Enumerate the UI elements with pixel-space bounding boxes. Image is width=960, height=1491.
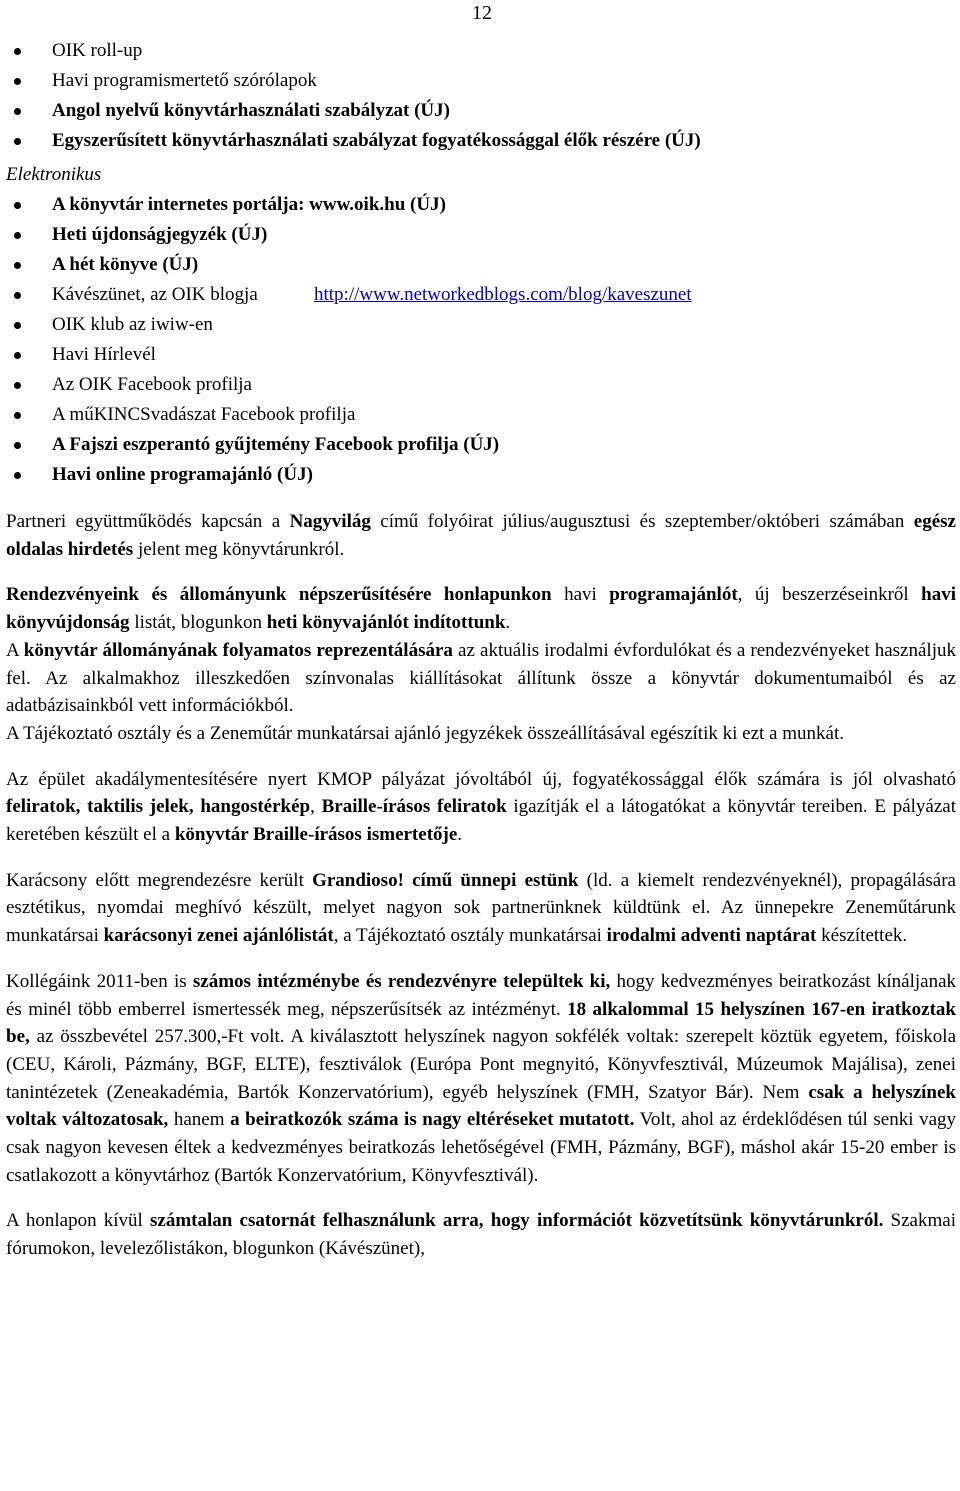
text: .	[457, 824, 463, 846]
list-item	[6, 340, 956, 370]
bold-text: Nagyvilág	[289, 511, 371, 532]
text: hogy kedvezményes beiratkozást kínáljanak és minél több emberrel ismertessék meg, népszerűsítsék az intézményt.	[6, 970, 957, 1020]
bold-text: a beiratkozók száma is nagy eltéréseket mutatott.	[230, 1109, 635, 1131]
list-item-text: Havi programismertető szórólapok	[52, 70, 317, 91]
list-item	[6, 310, 956, 340]
list-item-text: Kávészünet, az OIK blogja	[52, 284, 258, 305]
text: .	[505, 612, 511, 634]
text: havi	[551, 584, 610, 606]
text: A Tájékoztató osztály és a Zeneműtár munkatársai ajánló jegyzékek összeállításával egészítik ki ezt a munkát.	[6, 722, 844, 744]
list-item-text: Egyszerűsített könyvtárhasználati szabályzat fogyatékossággal élők részére (ÚJ)	[52, 130, 701, 151]
list-item-text: Havi online programajánló (ÚJ)	[52, 464, 313, 485]
section-heading-electronic: Elektronikus	[6, 164, 102, 185]
text: készítettek.	[816, 925, 908, 947]
paragraph-channels	[6, 1207, 956, 1262]
text: Kollégáink 2011-ben is	[6, 970, 193, 992]
bold-text: egész oldalas hirdetés	[6, 511, 956, 560]
list-item-text: Havi Hírlevél	[52, 344, 156, 365]
text: igazítják el a látogatókat a könyvtár tereiben. E pályázat keretében készült el a	[6, 796, 956, 846]
bold-text: könyvtár állományának folyamatos reprezentálására	[23, 639, 453, 661]
page-number: 12	[472, 2, 492, 24]
list-item-text: OIK roll-up	[52, 40, 143, 61]
bold-text: könyvtár Braille-írásos ismertetője	[174, 824, 458, 846]
bold-text: irodalmi adventi naptárat	[606, 925, 817, 947]
list-item	[6, 66, 956, 96]
text: Partneri együttműködés kapcsán a	[6, 511, 290, 532]
list-item	[6, 370, 956, 400]
bold-text: csak a helyszínek voltak változatosak,	[6, 1081, 956, 1131]
paragraph-partnership	[6, 508, 956, 563]
text: (ld. a kiemelt rendezvényeknél), propagálására esztétikus, nyomdai meghívó készült, melyet nagyon sok partnerünknek küldtünk el. Az ünnepekre Zeneműtárunk munkatársai	[6, 869, 956, 947]
list-item-text: Az OIK Facebook profilja	[52, 374, 252, 395]
list-item	[6, 460, 956, 490]
list-item-text: A könyvtár internetes portálja: www.oik.hu (ÚJ)	[52, 194, 446, 215]
list-item	[6, 220, 956, 250]
list-item-text: OIK klub az iwiw-en	[52, 314, 213, 335]
text: az összbevétel 257.300,-Ft volt. A kiválasztott helyszínek nagyon sokfélék voltak: szerepelt köztük egyetem, főiskola (CEU, Károli, Pázmány, BGF, ELTE), fesztiválok (Európa Pont megnyitó, Könyvfesztivál, Múzeumok Majálisa), zenei tanintézetek (Zeneakadémia, Bartók Konzervatórium), egyéb helyszínek (FMH, Szatyor Bár). Nem	[6, 1026, 956, 1103]
text: Volt, ahol az érdeklődésen túl senki vagy csak nagyon kevesen éltek a kedvezményes beiratkozás lehetőségével (FMH, Pázmány, BGF), máshol akár 15-20 ember is csatlakozott a könyvtárhoz (Bartók Konzervatórium, Könyvfesztivál).	[6, 1109, 956, 1186]
text: Karácsony előtt megrendezésre került	[6, 869, 313, 891]
list-item	[6, 280, 956, 310]
text: Szakmai fórumokon, levelezőlistákon, blogunkon (Kávészünet),	[6, 1210, 956, 1260]
text: Az épület akadálymentesítésére nyert KMOP pályázat jóvoltából új, fogyatékossággal élők számára is jól olvasható	[6, 768, 956, 790]
bold-text: Grandioso! című ünnepi estünk	[312, 869, 579, 891]
paragraph-christmas	[6, 867, 956, 950]
text: című folyóirat július/augusztusi és szeptember/októberi számában	[370, 511, 914, 532]
text: , új beszerzéseinkről	[737, 584, 922, 606]
bold-text: 18 alkalommal 15 helyszínen 167-en iratkoztak be,	[6, 998, 956, 1048]
paragraph-lists	[6, 720, 956, 748]
list-item	[6, 190, 956, 220]
electronic-list	[6, 190, 956, 490]
text: hanem	[168, 1109, 231, 1131]
list-item-text: A műKINCSvadászat Facebook profilja	[52, 404, 356, 425]
bold-text: programajánlót	[609, 584, 738, 606]
text: , a Tájékoztató osztály munkatársai	[333, 925, 607, 947]
list-item-text: A hét könyve (ÚJ)	[52, 254, 199, 275]
text: az aktuális irodalmi évfordulókat és a rendezvényeket használjuk fel. Az alkalmakhoz illeszkedően színvonalas kiállításokat állítunk össze a könyvtár dokumentumaiból és az adatbázisainkból vett információkból.	[6, 639, 956, 717]
list-item	[6, 250, 956, 280]
paragraph-accessibility	[6, 766, 956, 849]
bold-text: számos intézménybe és rendezvényre települtek ki,	[192, 970, 611, 992]
list-item-text: Heti újdonságjegyzék (ÚJ)	[52, 224, 268, 245]
bold-text: havi könyvújdonság	[6, 584, 956, 634]
text: listát, blogunkon	[129, 612, 267, 634]
blog-link[interactable]: http://www.networkedblogs.com/blog/kaveszunet	[314, 284, 692, 305]
list-item-text: Angol nyelvű könyvtárhasználati szabályzat (ÚJ)	[52, 100, 450, 121]
bold-text: heti könyvajánlót indítottunk	[266, 612, 506, 634]
list-item	[6, 400, 956, 430]
bold-text: Braille-írásos feliratok	[321, 796, 507, 818]
paragraph-outreach	[6, 968, 956, 1190]
bold-text: Rendezvényeink és állományunk népszerűsítésére honlapunkon	[6, 584, 552, 606]
bold-text: feliratok, taktilis jelek, hangostérkép	[6, 796, 311, 818]
list-item	[6, 36, 956, 66]
text: ,	[310, 796, 322, 818]
list-item-text: A Fajszi eszperantó gyűjtemény Facebook profilja (ÚJ)	[52, 434, 500, 455]
list-item	[6, 126, 956, 156]
text: A honlapon kívül	[6, 1210, 151, 1232]
list-item	[6, 430, 956, 460]
bold-text: számtalan csatornát felhasználunk arra, hogy információt közvetítsünk könyvtárunkról.	[150, 1210, 884, 1232]
paragraph-representation	[6, 637, 956, 720]
bold-text: karácsonyi zenei ajánlólistát	[103, 925, 334, 947]
text: A	[6, 639, 24, 661]
list-item	[6, 96, 956, 126]
paragraph-promotion	[6, 581, 956, 636]
document-body	[6, 36, 956, 1263]
text: jelent meg könyvtárunkról.	[133, 538, 345, 560]
materials-list	[6, 36, 956, 156]
